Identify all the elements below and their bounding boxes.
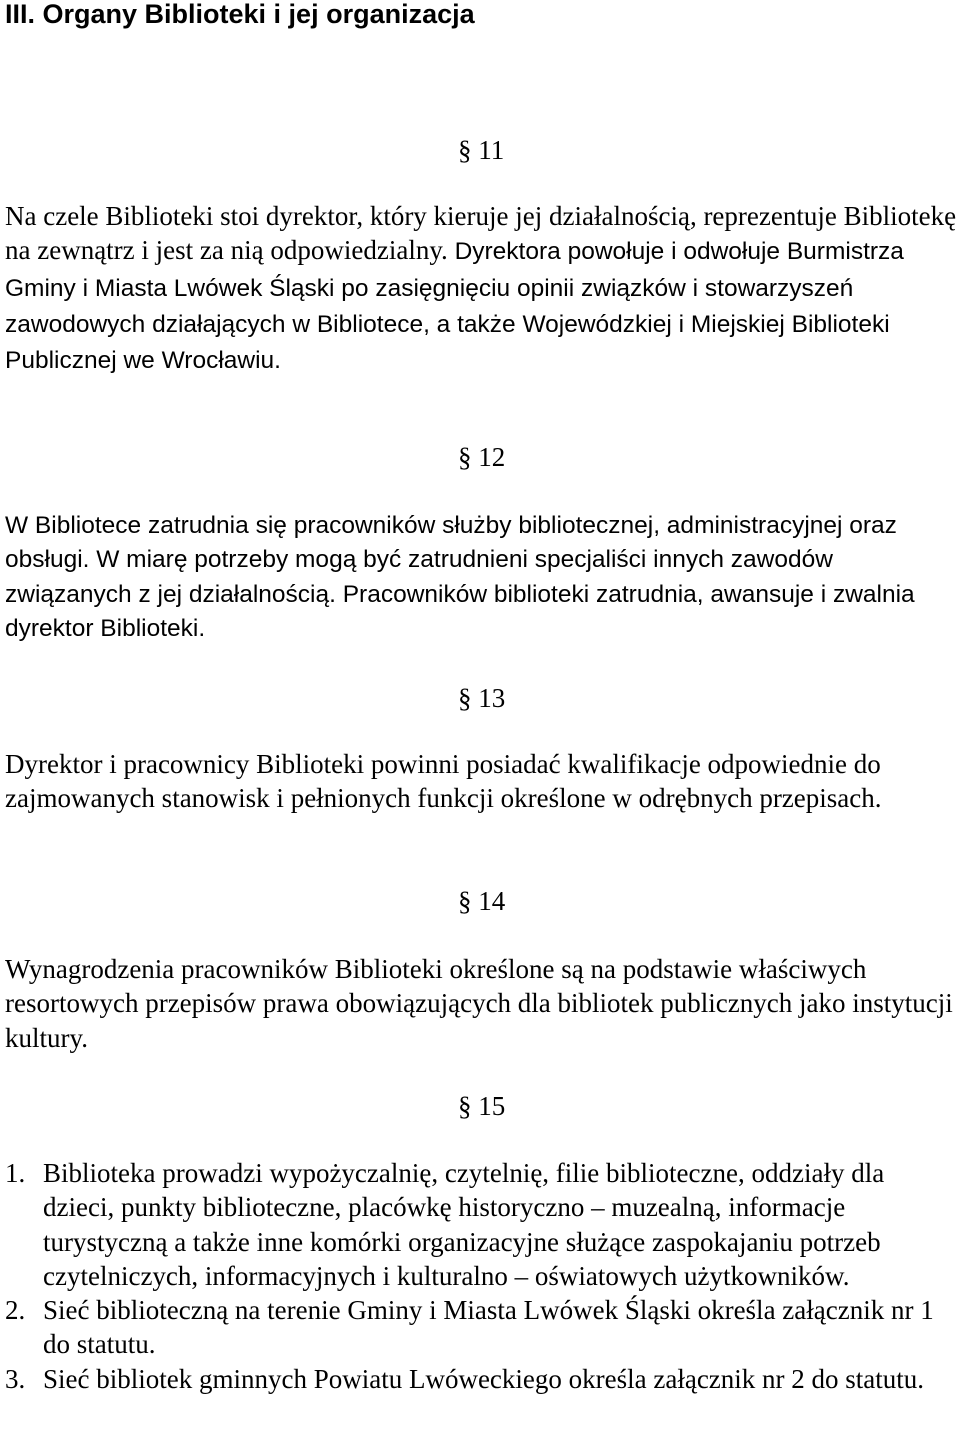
section-15-heading: § 15	[458, 1091, 506, 1121]
section-14-heading: § 14	[458, 886, 506, 916]
list-item-number: 3.	[5, 1363, 26, 1394]
list-item-number: 2.	[5, 1295, 26, 1326]
section-15-list	[5, 1156, 960, 1396]
list-item	[5, 1293, 960, 1362]
section-11-paragraph	[5, 199, 960, 378]
section-13-paragraph: Dyrektor i pracownicy Biblioteki powinni posiadać kwalifikacje odpowiednie do zajmowanych stanowisk i pełnionych funkcji określone w odrębnych przepisach.	[5, 749, 882, 814]
list-item	[5, 1362, 960, 1396]
section-14-paragraph: Wynagrodzenia pracowników Biblioteki określone są na podstawie właściwych resortowych przepisów prawa obowiązujących dla bibliotek publicznych jako instytucji kultury.	[5, 954, 953, 1053]
section-11-text-part2: Dyrektora powołuje i odwołuje Burmistrza Gminy i Miasta Lwówek Śląski po zasięgnięciu opinii związków i stowarzyszeń zawodowych działających w Bibliotece, a także Wojewódzkiej i Miejskiej Biblioteki Publicznej we Wrocławiu.	[5, 238, 904, 375]
section-11-heading: § 11	[458, 135, 505, 165]
section-12-heading: § 12	[458, 442, 506, 472]
list-item	[5, 1156, 960, 1293]
list-item-number: 1.	[5, 1158, 26, 1188]
section-12-paragraph: W Bibliotece zatrudnia się pracowników służby bibliotecznej, administracyjnej oraz obsługi. W miarę potrzeby mogą być zatrudnieni specjaliści innych zawodów związanych z jej działalnością. Pracowników biblioteki zatrudnia, awansuje i zwalnia dyrektor Biblioteki.	[5, 512, 915, 642]
section-13-heading: § 13	[458, 683, 506, 713]
list-item-text: Sieć bibliotek gminnych Powiatu Lwóweckiego określa załącznik nr 2 do statutu.	[43, 1363, 925, 1394]
chapter-title: III. Organy Biblioteki i jej organizacja	[5, 0, 475, 29]
list-item-text: Sieć biblioteczną na terenie Gminy i Miasta Lwówek Śląski określa załącznik nr 1 do statutu.	[43, 1295, 934, 1360]
list-item-text: Biblioteka prowadzi wypożyczalnię, czytelnię, filie biblioteczne, oddziały dla dzieci, punkty biblioteczne, placówkę historyczno – muzealną, informacje turystyczną a także inne komórki organizacyjne służące zaspokajaniu potrzeb czytelniczych, informacyjnych i kulturalno – oświatowych użytkowników.	[43, 1158, 885, 1291]
section-11-text-part1: Na czele Biblioteki stoi dyrektor, który kieruje jej działalnością, reprezentuje Bibliotekę na zewnątrz i jest za nią odpowiedzialny.	[5, 201, 957, 266]
